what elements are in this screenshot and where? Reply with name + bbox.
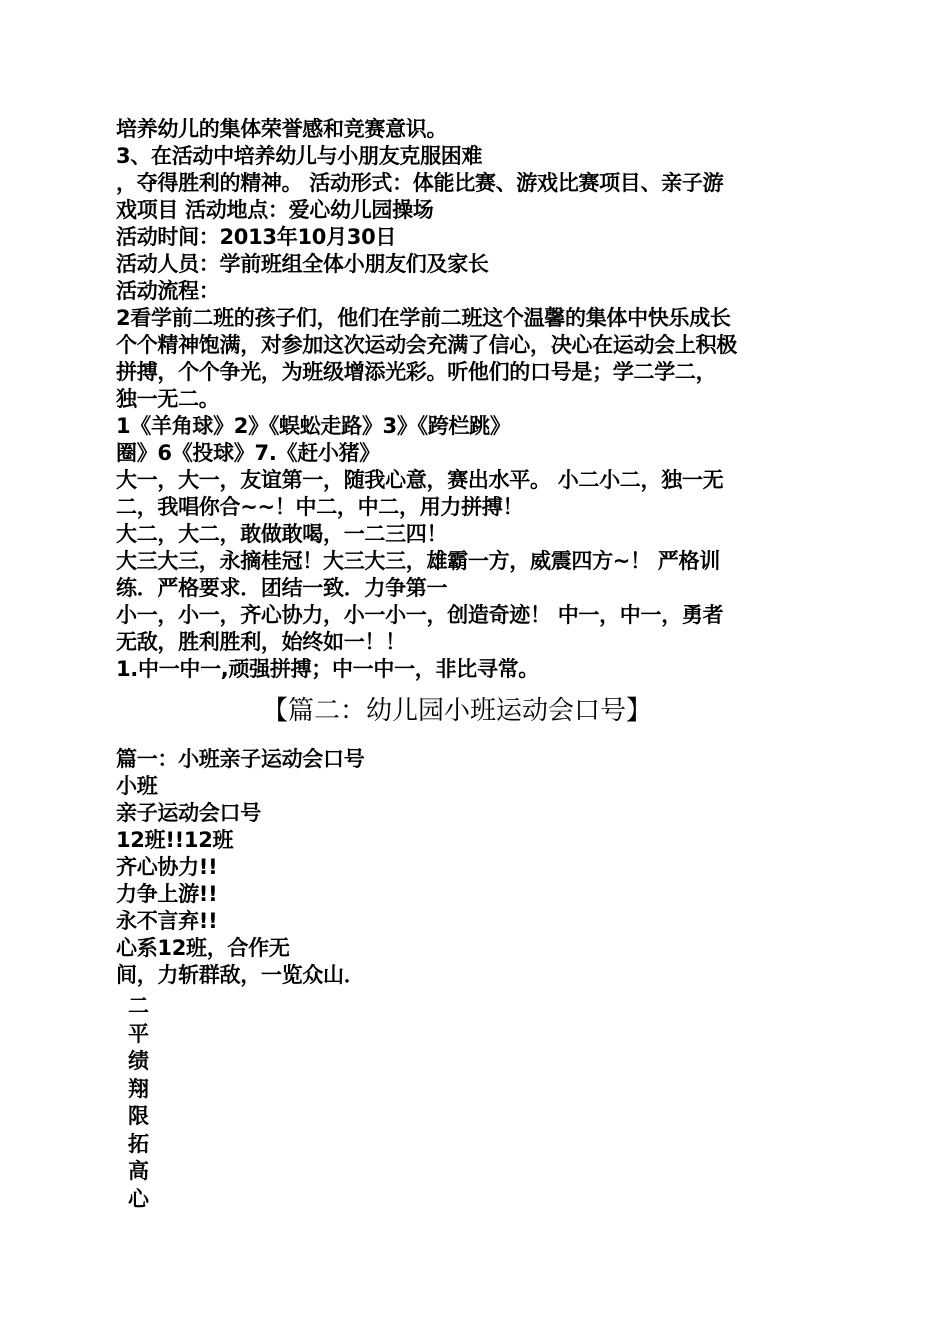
column-char: 平 — [128, 1021, 149, 1046]
text-line: 1《羊角球》2》《蜈蚣走路》3》《跨栏跳》 — [116, 414, 511, 438]
text-line: 小一，小一，齐心协力，小一小一，创造奇迹！ 中一，中一，勇者 — [116, 603, 724, 627]
text-line: 培养幼儿的集体荣誉感和竞赛意识。 — [116, 117, 448, 141]
text-line: 拼搏，个个争光，为班级增添光彩。听他们的口号是；学二学二， — [116, 360, 717, 384]
text-line: 戏项目 活动地点：爱心幼儿园操场 — [116, 198, 434, 222]
text-line: 小班 — [116, 774, 158, 798]
text-line: 圈》6《投球》7.《赶小猪》 — [116, 441, 381, 465]
text-line: 二，我唱你合~~！中二，中二，用力拼搏！ — [116, 495, 524, 519]
text-line: 篇一：小班亲子运动会口号 — [116, 747, 365, 771]
text-line: 永不言弃!! — [116, 909, 218, 933]
text-line: 心系12班，合作无 — [116, 936, 290, 960]
text-line: 亲子运动会口号 — [116, 801, 261, 825]
text-line: 1.中一中一,顽强拼搏；中一中一，非比寻常。 — [116, 657, 539, 681]
text-line: 2看学前二班的孩子们，他们在学前二班这个温馨的集体中快乐成长 — [116, 306, 731, 330]
text-line: 12班!!12班 — [116, 828, 234, 852]
text-line: 个个精神饱满，对参加这次运动会充满了信心，决心在运动会上积极 — [116, 333, 737, 357]
text-line: 齐心协力!! — [116, 855, 218, 879]
text-line: 大二，大二，敢做敢喝，一二三四！ — [116, 522, 448, 546]
text-line: 大一，大一，友谊第一，随我心意，赛出水平。 小二小二，独一无 — [116, 468, 724, 492]
column-char: 心 — [128, 1186, 149, 1211]
vertical-character-column — [116, 993, 176, 1213]
text-line: 大三大三，永摘桂冠！大三大三，雄霸一方，威震四方~！ 严格训 — [116, 549, 720, 573]
text-line: 活动人员：学前班组全体小朋友们及家长 — [116, 252, 489, 276]
text-line: ，夺得胜利的精神。 活动形式：体能比赛、游戏比赛项目、亲子游 — [116, 171, 724, 195]
text-line: 练．严格要求．团结一致．力争第一 — [116, 576, 448, 600]
text-line: 无敌，胜利胜利，始终如一！！ — [116, 630, 406, 654]
column-char: 高 — [128, 1159, 149, 1183]
column-char: 限 — [128, 1104, 149, 1128]
text-line: 力争上游!! — [116, 882, 218, 906]
section-one-text — [116, 116, 846, 683]
text-line: 独一无二。 — [116, 387, 220, 411]
text-line: 间，力斩群敌，一览众山． — [116, 963, 365, 987]
section-heading: 【篇二：幼儿园小班运动会口号】 — [262, 696, 653, 726]
text-line: 活动流程： — [116, 279, 220, 303]
column-char: 绩 — [128, 1049, 149, 1073]
section-two-text — [116, 746, 846, 989]
text-line: 3、在活动中培养幼儿与小朋友克服困难 — [116, 144, 483, 168]
column-char: 拓 — [128, 1131, 149, 1156]
column-char: 翔 — [128, 1076, 149, 1101]
column-char: 二 — [128, 994, 149, 1018]
text-line: 活动时间：2013年10月30日 — [116, 225, 397, 249]
